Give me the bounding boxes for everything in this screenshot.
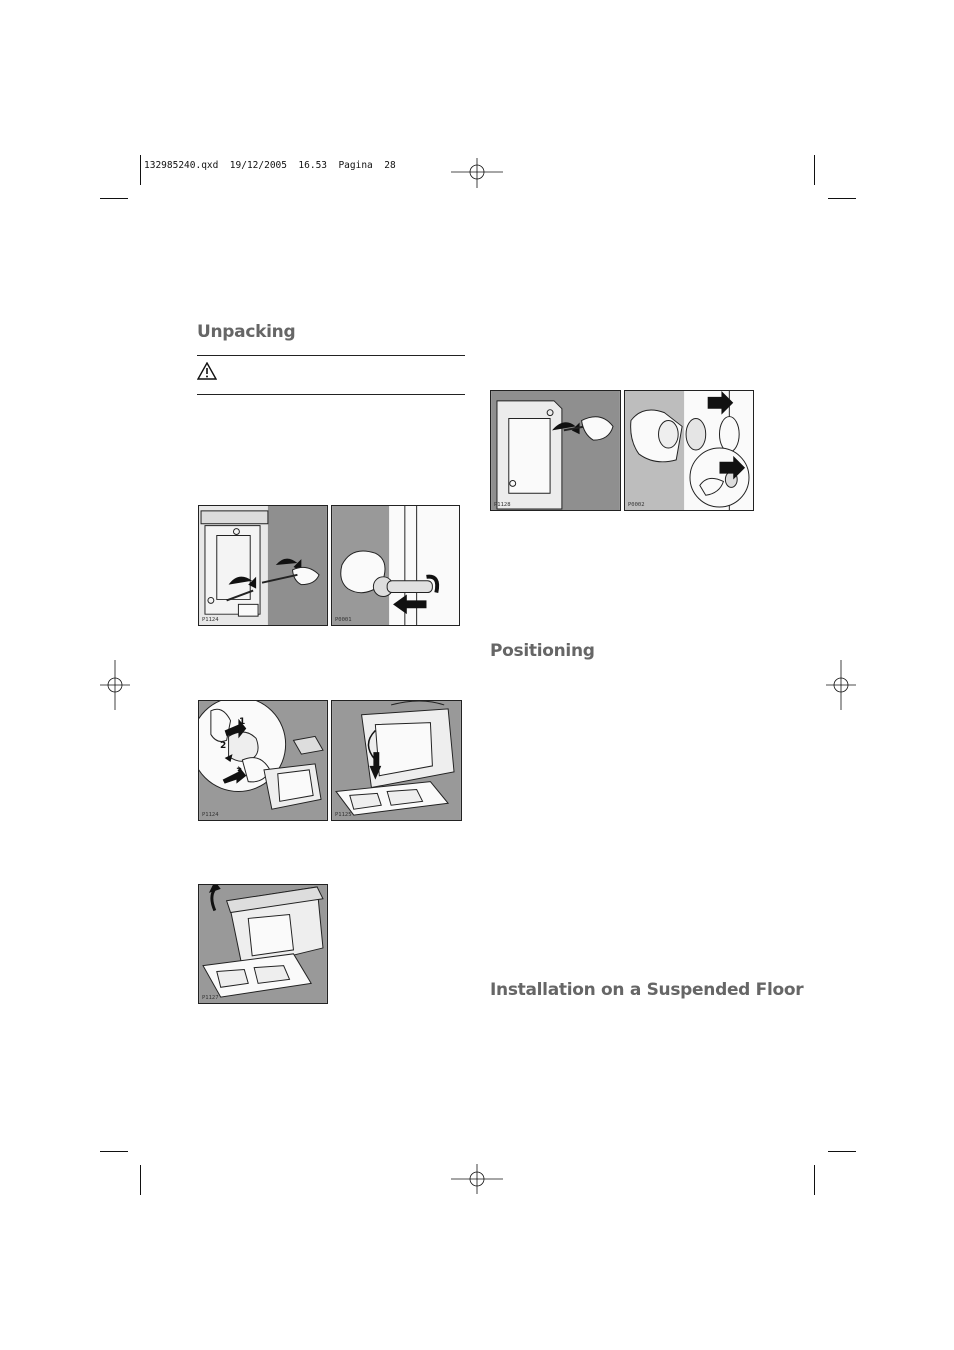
crop-mark bbox=[140, 155, 141, 185]
figure-lift-machine bbox=[198, 884, 328, 1004]
figure-code: P1127 bbox=[202, 995, 219, 1001]
figure-code: P0002 bbox=[628, 502, 645, 508]
crop-mark bbox=[828, 1151, 856, 1152]
registration-mark-icon bbox=[826, 660, 856, 710]
registration-mark-icon bbox=[451, 158, 503, 188]
warning-top-rule bbox=[197, 355, 465, 356]
registration-mark-icon bbox=[100, 660, 130, 710]
crop-mark bbox=[828, 198, 856, 199]
crop-mark bbox=[100, 198, 128, 199]
crop-mark bbox=[814, 155, 815, 185]
figure-code: P1124 bbox=[202, 617, 219, 623]
step-number-3: 3 bbox=[236, 767, 243, 777]
crop-mark bbox=[100, 1151, 128, 1152]
figure-code: P0001 bbox=[335, 617, 352, 623]
figure-code: P1124 bbox=[202, 812, 219, 818]
figure-code: P1128 bbox=[494, 502, 511, 508]
printer-slug: 132985240.qxd 19/12/2005 16.53 Pagina 28 bbox=[144, 160, 396, 171]
step-number-1: 1 bbox=[239, 717, 246, 727]
figure-remove-spacers bbox=[331, 505, 460, 626]
figure-remove-transit-bolts bbox=[198, 505, 328, 626]
section-heading-suspended-floor: Installation on a Suspended Floor bbox=[490, 980, 804, 1000]
figure-insert-caps bbox=[490, 390, 621, 511]
registration-mark-icon bbox=[451, 1164, 503, 1194]
crop-mark bbox=[814, 1165, 815, 1195]
section-heading-unpacking: Unpacking bbox=[197, 322, 296, 342]
warning-triangle-icon bbox=[197, 362, 217, 380]
figure-remove-base bbox=[331, 700, 462, 821]
crop-mark bbox=[140, 1165, 141, 1195]
warning-bottom-rule bbox=[197, 394, 465, 395]
figure-code: P1125 bbox=[335, 812, 352, 818]
section-heading-positioning: Positioning bbox=[490, 641, 595, 661]
figure-release-hose bbox=[198, 700, 328, 821]
step-number-2: 2 bbox=[220, 741, 227, 751]
figure-plastic-caps bbox=[624, 390, 754, 511]
